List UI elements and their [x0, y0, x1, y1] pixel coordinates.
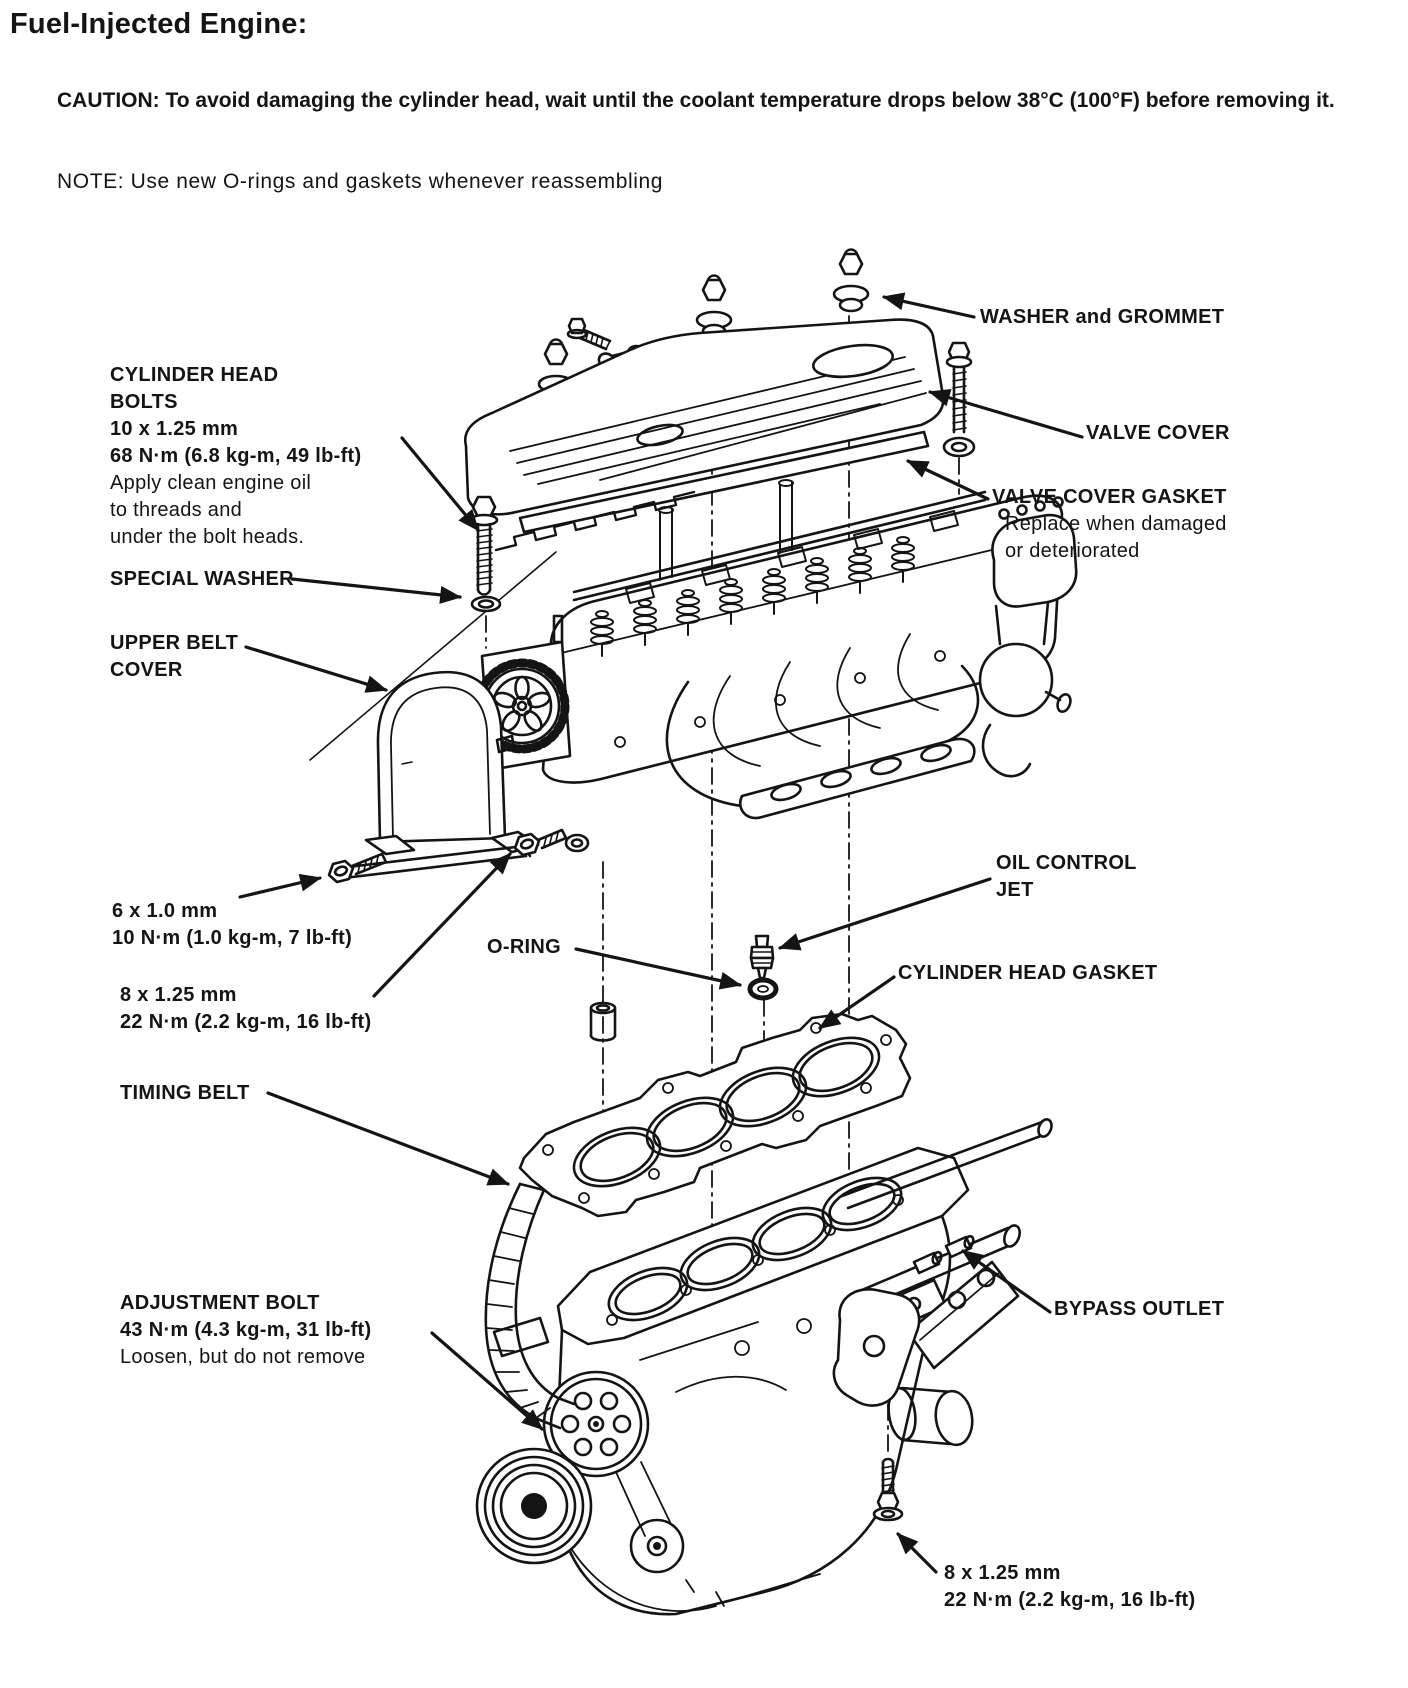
- callout-washer-and-grommet: WASHER and GROMMET: [980, 306, 1225, 328]
- leader-bolt-8mm-upper: [374, 854, 510, 996]
- leader-o-ring: [576, 949, 740, 985]
- note-text: Use new O-rings and gaskets whenever reassembling: [130, 170, 664, 193]
- page-title: Fuel-Injected Engine:: [10, 8, 308, 40]
- callout-valve-cover-gasket: VALVE COVER GASKET Replace when damaged or deteriorated: [992, 486, 1227, 562]
- callout-cylinder-head-bolts: CYLINDER HEAD BOLTS 10 x 1.25 mm 68 N·m (6.8 kg-m, 49 lb-ft) Apply clean engine oil to threads and under the bolt heads.: [110, 364, 362, 548]
- oil-control-jet-part: [751, 936, 773, 978]
- leader-bolt-6mm: [240, 878, 320, 897]
- callout-oil-control-jet: OIL CONTROL JET: [996, 852, 1137, 901]
- callout-upper-belt-cover: UPPER BELT COVER: [110, 632, 239, 681]
- callout-special-washer: SPECIAL WASHER: [110, 568, 294, 590]
- cylinder-head-bolt-part: [471, 497, 497, 595]
- note-label: NOTE:: [57, 170, 125, 193]
- callout-bolt-8mm-lower: 8 x 1.25 mm 22 N·m (2.2 kg-m, 16 lb-ft): [944, 1562, 1196, 1611]
- leader-washer-and-grommet: [884, 297, 974, 317]
- leader-upper-belt-cover: [246, 647, 386, 690]
- callout-bolt-6mm: 6 x 1.0 mm 10 N·m (1.0 kg-m, 7 lb-ft): [112, 900, 353, 949]
- caution-text: To avoid damaging the cylinder head, wait until the coolant temperature drops below 38°C (100°F) before removing it.: [165, 89, 1335, 112]
- callout-adjustment-bolt: ADJUSTMENT BOLT 43 N·m (4.3 kg-m, 31 lb-ft) Loosen, but do not remove: [120, 1292, 372, 1368]
- special-washer-part: [472, 597, 500, 611]
- leader-bolt-8mm-lower: [898, 1534, 936, 1572]
- callout-valve-cover: VALVE COVER: [1086, 422, 1230, 444]
- leader-oil-control-jet: [780, 879, 990, 948]
- o-ring-part: [750, 980, 776, 998]
- callout-o-ring: O-RING: [487, 936, 562, 958]
- leader-timing-belt: [268, 1093, 508, 1184]
- cylinder-head-part: [479, 480, 1076, 818]
- caution-note: [57, 84, 1337, 118]
- bolt-8mm-lower-part: [874, 1459, 902, 1520]
- callout-cylinder-head-gasket: CYLINDER HEAD GASKET: [898, 962, 1158, 984]
- bolt-6mm-part: [329, 854, 386, 882]
- callout-timing-belt: TIMING BELT: [120, 1082, 250, 1104]
- oil-filter-housing: [886, 1386, 976, 1447]
- valve-cover-part: [465, 320, 943, 532]
- crankshaft-pulley: [477, 1449, 591, 1563]
- cover-bracket-bolt: [568, 319, 610, 349]
- bolt-8mm-mid-part: [515, 830, 588, 855]
- reassembly-note: [57, 170, 663, 194]
- callout-bolt-8mm-upper: 8 x 1.25 mm 22 N·m (2.2 kg-m, 16 lb-ft): [120, 984, 372, 1033]
- leader-special-washer: [292, 579, 460, 597]
- idler-pulley: [631, 1520, 683, 1572]
- caution-label: CAUTION:: [57, 89, 160, 112]
- leader-valve-cover-gasket: [908, 461, 988, 499]
- callout-bypass-outlet: BYPASS OUTLET: [1054, 1298, 1225, 1320]
